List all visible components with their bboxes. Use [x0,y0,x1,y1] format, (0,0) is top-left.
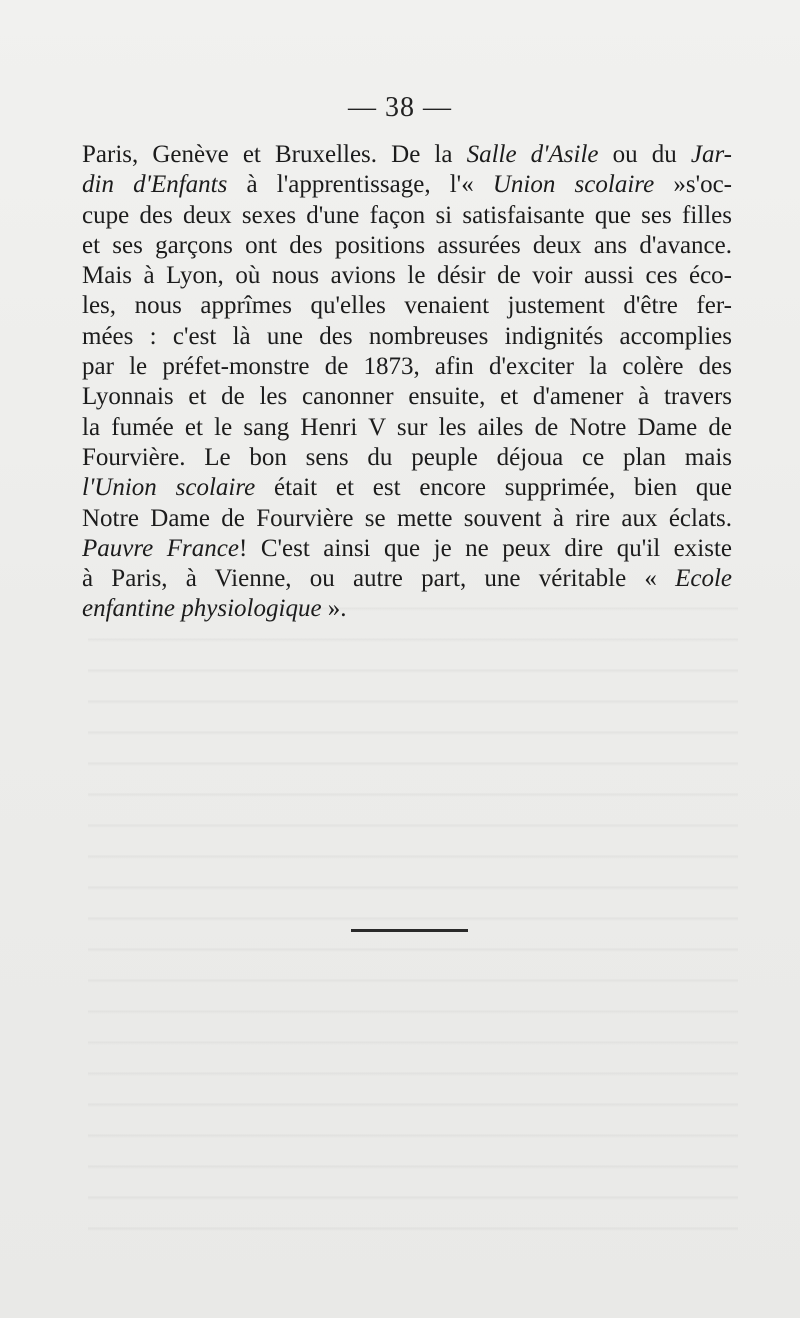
text-run: par le préfet-monstre de 1873, afin d'exciter la colère des [82,353,732,381]
text-run: Fourvière. Le bon sens du peuple déjoua ce plan mais [82,443,732,471]
text-line [82,594,732,624]
text-run: les, nous apprîmes qu'elles venaient justement d'être fer- [82,292,732,320]
italic-phrase: Pauvre France [82,534,239,562]
text-run: ». [321,595,347,623]
page-number: — 38 — [348,92,452,123]
bleed-through-texture [88,585,738,1235]
italic-phrase: Union scolaire [492,171,655,199]
text-line [82,473,732,503]
text-line [82,413,732,443]
text-run: était et est encore supprimée, bien que [255,474,732,502]
text-run: et ses garçons ont des positions assurées deux ans d'avance. [82,231,732,259]
text-run: ou du [598,141,691,168]
text-line [82,382,732,412]
italic-phrase: din d'Enfants [82,171,228,199]
italic-phrase: Salle d'Asile [466,141,599,168]
text-run: Paris, Genève et Bruxelles. De la [82,141,467,168]
text-run: ! C'est ainsi que je ne peux dire qu'il existe [238,534,732,562]
text-line [82,170,732,200]
text-run: Mais à Lyon, où nous avions le désir de voir aussi ces éco- [82,262,732,290]
text-line [82,534,732,564]
text-run: Notre Dame de Fourvière se mette souvent à rire aux éclats. [82,504,732,532]
italic-phrase: enfantine physiologique [82,595,322,623]
text-line [82,140,732,170]
text-run: mées : c'est là une des nombreuses indignités accomplies [82,322,732,350]
text-run: cupe des deux sexes d'une façon si satisfaisante que ses filles [82,201,732,229]
text-line [82,322,732,352]
text-line [82,352,732,382]
text-run: à l'apprentissage, l'« [227,171,493,199]
text-line [82,504,732,534]
text-run: la fumée et le sang Henri V sur les ailes de Notre Dame de [82,413,732,441]
text-run: à Paris, à Vienne, ou autre part, une véritable « [82,565,676,593]
text-line [82,231,732,261]
text-run: Lyonnais et de les canonner ensuite, et d'amener à travers [82,383,732,411]
body-text [82,140,732,625]
text-line [82,291,732,321]
italic-phrase: l'Union scolaire [82,474,256,502]
section-divider [351,929,468,932]
text-run: »s'oc- [654,171,732,199]
italic-phrase: Jar- [690,141,732,168]
text-line [82,443,732,473]
text-line [82,564,732,594]
italic-phrase: Ecole [675,565,732,593]
text-line [82,261,732,291]
text-line [82,201,732,231]
